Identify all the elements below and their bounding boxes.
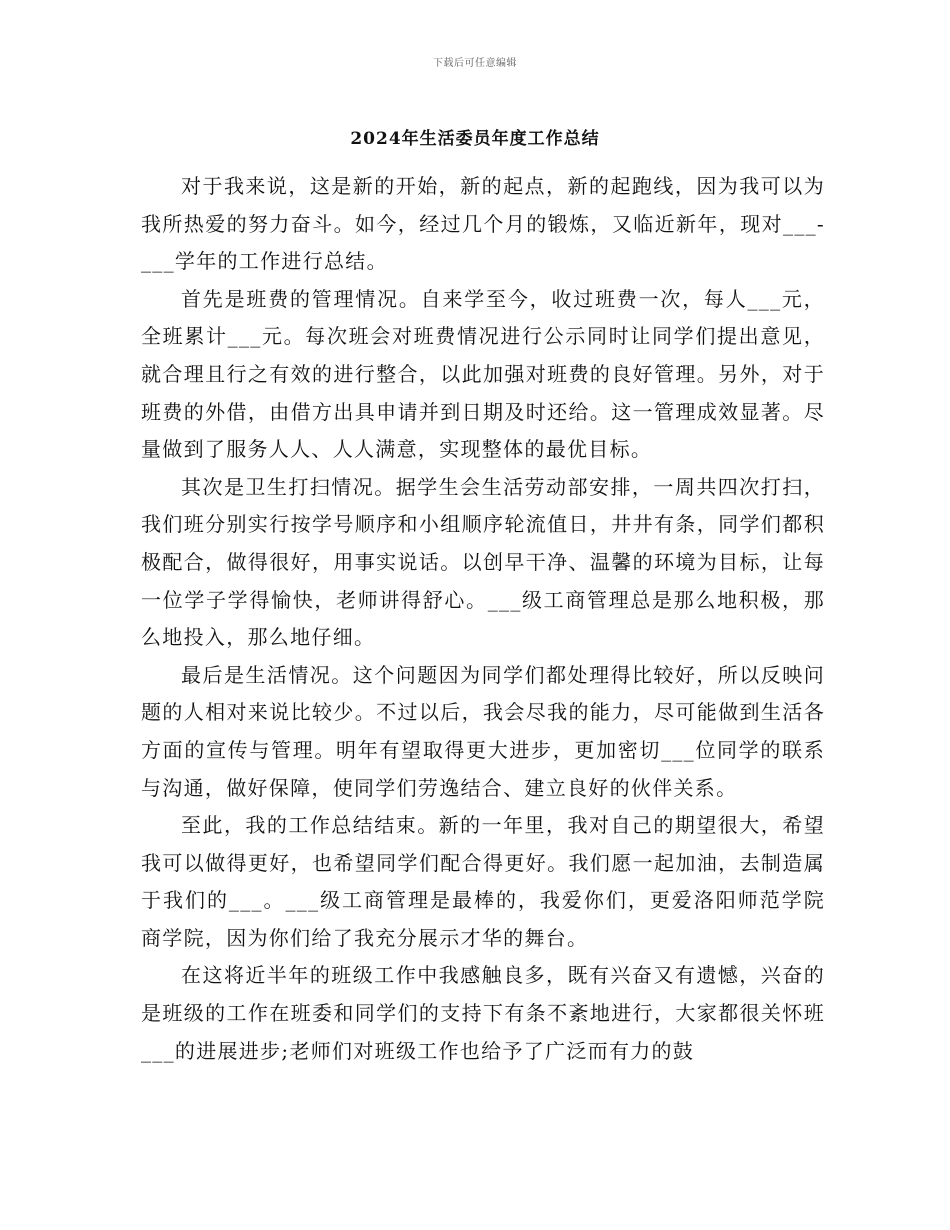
document-body: [141, 168, 825, 1070]
document-title: 2024年生活委员年度工作总结: [350, 129, 600, 149]
paragraph-class-fund: 首先是班费的管理情况。自来学至今，收过班费一次，每人___元，全班累计___元。每次班会对班费情况进行公示同时让同学们提出意见，就合理且行之有效的进行整合，以此加强对班费的良好管理。另外，对于班费的外借，由借方出具申请并到日期及时还给。这一管理成效显著。尽量做到了服务人人、人人满意，实现整体的最优目标。: [141, 286, 825, 462]
paragraph-life: 最后是生活情况。这个问题因为同学们都处理得比较好，所以反映问题的人相对来说比较少。不过以后，我会尽我的能力，尽可能做到生活各方面的宣传与管理。明年有望取得更大进步，更加密切___位同学的联系与沟通，做好保障，使同学们劳逸结合、建立良好的伙伴关系。: [141, 662, 825, 800]
paragraph-conclusion: 至此，我的工作总结结束。新的一年里，我对自己的期望很大，希望我可以做得更好，也希望同学们配合得更好。我们愿一起加油，去制造属于我们的___。___级工商管理是最棒的，我爱你们，更爱洛阳师范学院商学院，因为你们给了我充分展示才华的舞台。: [141, 813, 825, 950]
paragraph-reflection: 在这将近半年的班级工作中我感触良多，既有兴奋又有遗憾，兴奋的是班级的工作在班委和同学们的支持下有条不紊地进行，大家都很关怀班___的进展进步;老师们对班级工作也给予了广泛而有力的鼓: [141, 963, 825, 1063]
paragraph-intro: 对于我来说，这是新的开始，新的起点，新的起跑线，因为我可以为我所热爱的努力奋斗。如今，经过几个月的锻炼，又临近新年，现对___-___学年的工作进行总结。: [141, 174, 825, 274]
paragraph-cleaning: 其次是卫生打扫情况。据学生会生活劳动部安排，一周共四次打扫，我们班分别实行按学号顺序和小组顺序轮流值日，井井有条，同学们都积极配合，做得很好，用事实说话。以创早干净、温馨的环境为目标，让每一位学子学得愉快，老师讲得舒心。___级工商管理总是那么地积极，那么地投入，那么地仔细。: [141, 474, 825, 650]
page-header-note: 下载后可任意编辑: [433, 58, 517, 69]
